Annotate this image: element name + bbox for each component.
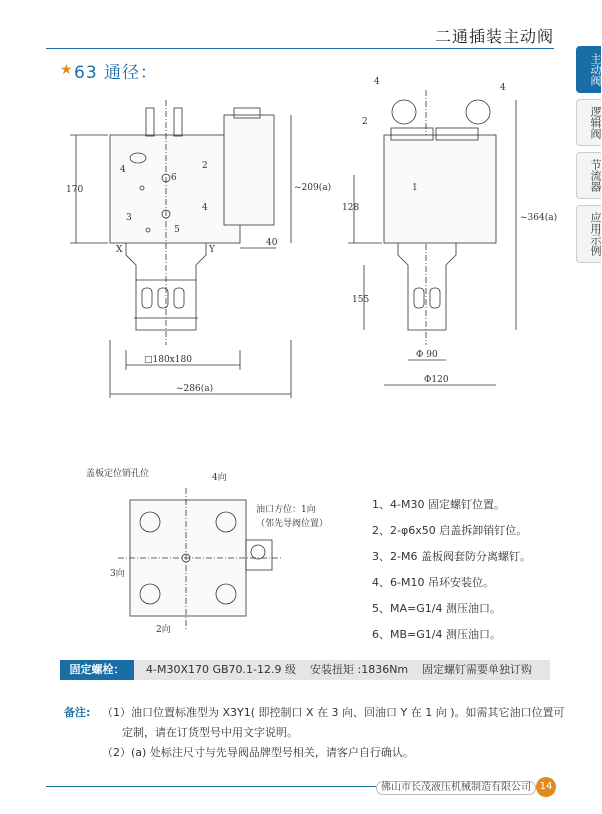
remark-line-3: （2）(a) 处标注尺寸与先导阀品牌型号相关，请客户自行确认。: [102, 746, 414, 759]
tab-logic-valve[interactable]: 逻辑阀: [576, 99, 601, 146]
label-side-2: 2: [362, 117, 368, 127]
front-view-pilot: [224, 115, 274, 225]
remark-line-2: 定制，请在订货型号中用文字说明。: [122, 726, 298, 739]
notes-list: [372, 496, 531, 652]
top-label-2: 2向: [156, 625, 171, 635]
note-item: 5、MA=G1/4 测压油口。: [372, 602, 501, 615]
remarks-label: 备注:: [64, 706, 91, 719]
label-side-4a: 4: [374, 77, 380, 87]
bolt-note: 固定螺钉需要单独订购: [422, 663, 532, 676]
side-view-cartridge: [398, 243, 456, 330]
tab-throttle[interactable]: 节流器: [576, 152, 601, 199]
note-item: 2、2-φ6x50 启盖拆卸销钉位。: [372, 524, 528, 537]
top-label-4: 4向: [212, 473, 227, 483]
label-x: X: [116, 245, 123, 255]
bolt-spec: 4-M30X170 GB70.1-12.9 级: [146, 663, 297, 676]
dim-170: 170: [66, 185, 84, 195]
dim-209: ~209(a): [294, 183, 332, 193]
bolt-bar-label: 固定螺栓：: [60, 660, 134, 680]
label-side-1: 1: [412, 183, 418, 193]
top-label-pin: 盖板定位销孔位: [86, 469, 150, 479]
dim-364: ~364(a): [520, 213, 558, 223]
side-view-body: [384, 135, 496, 243]
top-label-port-2: （邻先导阀位置）: [256, 519, 329, 529]
header-divider: [46, 48, 554, 49]
label-front-2: 2: [202, 161, 208, 171]
remark-line-1: （1）油口位置标准型为 X3Y1( 即控制口 X 在 3 向、回油口 Y 在 1 向 )。如需其它油口位置可: [102, 706, 565, 719]
tab-main-valve[interactable]: 主动阀: [576, 46, 601, 93]
section-title: 63 通径：: [74, 63, 159, 83]
label-front-4a: 4: [120, 165, 126, 175]
dim-40: 40: [266, 238, 278, 248]
dim-128: 128: [342, 203, 360, 213]
label-y: Y: [209, 245, 215, 255]
footer-company: 佛山市长茂液压机械制造有限公司: [376, 781, 536, 795]
label-front-3: 3: [126, 213, 132, 223]
dim-155: 155: [352, 295, 370, 305]
side-tabs: [576, 46, 600, 269]
top-label-3: 3向: [110, 569, 125, 579]
label-front-5: 5: [174, 225, 180, 235]
page-number: 14: [536, 777, 556, 797]
dim-phi90: Φ 90: [416, 350, 438, 360]
bolt-spec-bar: [60, 660, 550, 680]
dim-phi120: Φ120: [424, 375, 449, 385]
dim-286: ~286(a): [176, 384, 214, 394]
label-front-6: 6: [171, 173, 177, 183]
label-side-4b: 4: [500, 83, 506, 93]
note-item: 3、2-M6 盖板阀套防分离螺钉。: [372, 550, 531, 563]
note-item: 1、4-M30 固定螺钉位置。: [372, 498, 505, 511]
top-label-port-1: 油口方位：1向: [256, 505, 316, 515]
note-item: 6、MB=G1/4 测压油口。: [372, 628, 501, 641]
section-star-icon: ★: [60, 62, 73, 78]
page-header-title: 二通插装主动阀: [434, 27, 554, 46]
dim-180: □180x180: [144, 355, 192, 365]
tab-application[interactable]: 应用示例: [576, 205, 601, 263]
note-item: 4、6-M10 吊环安装位。: [372, 576, 494, 589]
label-front-4b: 4: [202, 203, 208, 213]
bolt-torque: 安装扭矩 :1836Nm: [310, 663, 409, 676]
